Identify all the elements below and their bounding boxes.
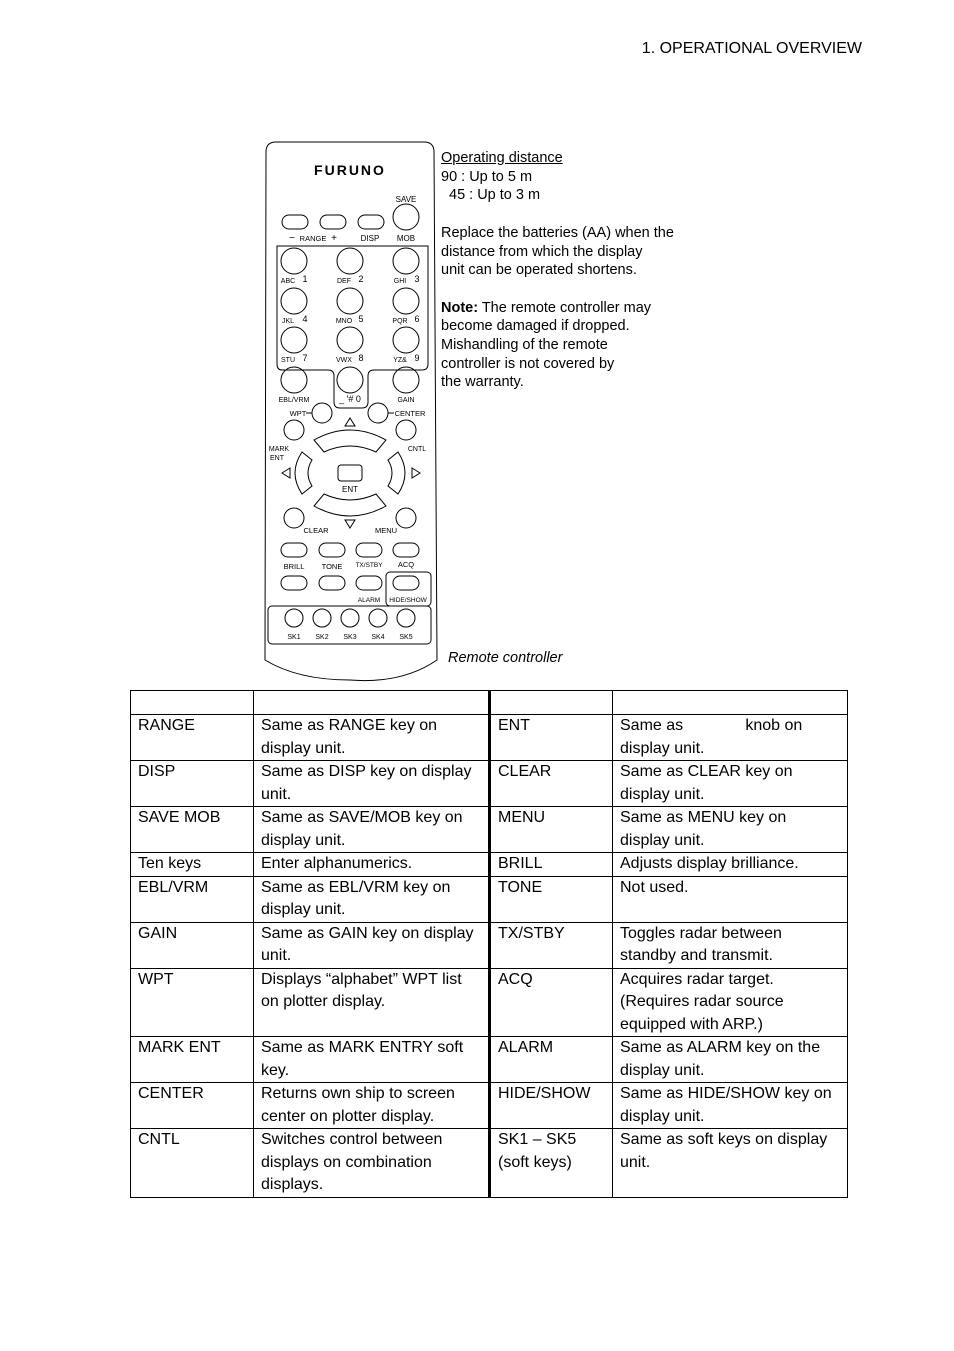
key-description-cell: Returns own ship to screen center on plotter display. [254, 1083, 490, 1129]
sk4-button [369, 609, 387, 627]
up-arrow-icon [345, 418, 355, 426]
remote-key-label: MENU [374, 526, 398, 535]
key-description-cell: Same as RANGE key on display unit. [254, 715, 490, 761]
right-arrow-icon [412, 468, 420, 478]
clear-button [284, 508, 304, 528]
key-description-cell: Same as EBL/VRM key on display unit. [254, 876, 490, 922]
cntl-button [396, 420, 416, 440]
save-mob-button [393, 204, 419, 230]
remote-key-label: _ '# 0 [339, 394, 361, 404]
table-row [131, 715, 848, 761]
alarm-button [356, 576, 382, 590]
distance-title: Operating distance [441, 150, 563, 166]
remote-key-label: CENTER [394, 409, 426, 418]
remote-key-label: SAVE [395, 195, 417, 204]
remote-key-label: 1 [302, 274, 308, 284]
remote-key-label: HIDE/SHOW [389, 597, 427, 604]
key-name-cell: BRILL [490, 853, 613, 877]
remote-key-label: ABC [280, 278, 296, 285]
key-4 [281, 288, 307, 314]
remote-key-label: TX/STBY [355, 562, 383, 569]
table-row [131, 853, 848, 877]
remote-key-label: STU [281, 357, 295, 364]
key-description-cell: Toggles radar between standby and transmit. [613, 922, 848, 968]
key-name-cell: SK1 – SK5 (soft keys) [490, 1129, 613, 1198]
range-plus-button [320, 215, 346, 229]
warning-note-line: become damaged if dropped. [441, 318, 630, 335]
key-description-cell: Same as MENU key on display unit. [613, 807, 848, 853]
remote-key-label: GHI [393, 278, 407, 285]
left-arrow-icon [282, 468, 290, 478]
key-description-cell: Not used. [613, 876, 848, 922]
remote-key-label: MNO [335, 318, 353, 325]
key-description-cell: Acquires radar target. (Requires radar source equipped with ARP.) [613, 968, 848, 1037]
ebl-vrm-button [281, 367, 307, 393]
key-description-cell: Displays “alphabet” WPT list on plotter display. [254, 968, 490, 1037]
key-9 [393, 327, 419, 353]
remote-key-label: GAIN [397, 397, 415, 404]
remote-key-label: 8 [358, 353, 364, 363]
remote-key-label: SK2 [315, 634, 329, 641]
battery-note-line: unit can be operated shortens. [441, 262, 637, 279]
key-description-cell: Same as GAIN key on display unit. [254, 922, 490, 968]
remote-key-label: CNTL [407, 446, 427, 453]
gain-button [393, 367, 419, 393]
remote-key-label: ACQ [397, 560, 415, 569]
txstby-button [356, 543, 382, 557]
key-name-cell: MENU [490, 807, 613, 853]
disp-button [358, 215, 384, 229]
key-8 [337, 327, 363, 353]
warning-note [441, 299, 711, 318]
cursor-right-key [388, 452, 405, 494]
table-row [131, 1083, 848, 1129]
remote-key-label: 9 [414, 353, 420, 363]
key-name-cell: CENTER [131, 1083, 254, 1129]
key-name-cell: DISP [131, 761, 254, 807]
key-name-cell: SAVE MOB [131, 807, 254, 853]
battery-note-line: distance from which the display [441, 243, 643, 260]
remote-key-label: 5 [358, 314, 364, 324]
key-0 [337, 367, 363, 393]
menu-button [396, 508, 416, 528]
remote-key-label: DEF [337, 278, 351, 285]
remote-key-label: EBL/VRM [278, 397, 310, 404]
table-row [131, 1129, 848, 1198]
remote-key-label: VWX [336, 357, 352, 364]
extra-button-1 [281, 576, 307, 590]
key-function-table [130, 690, 848, 1198]
brand-logo: FURUNO [314, 162, 386, 178]
key-6 [393, 288, 419, 314]
cursor-up-key [314, 430, 386, 452]
extra-button-2 [319, 576, 345, 590]
down-arrow-icon [345, 520, 355, 528]
remote-key-label: 6 [414, 314, 420, 324]
warning-note-line: the warranty. [441, 374, 524, 391]
key-description-cell: Switches control between displays on combination displays. [254, 1129, 490, 1198]
key-description-cell: Same as SAVE/MOB key on display unit. [254, 807, 490, 853]
key-name-cell: EBL/VRM [131, 876, 254, 922]
remote-notes [441, 149, 711, 392]
key-name-cell: ENT [490, 715, 613, 761]
key-description-cell: Same as DISP key on display unit. [254, 761, 490, 807]
remote-key-label: ALARM [357, 597, 381, 604]
figure-caption: Remote controller [448, 650, 563, 666]
key-name-cell: RANGE [131, 715, 254, 761]
remote-key-label: 7 [302, 353, 308, 363]
sk3-button [341, 609, 359, 627]
cursor-down-key [314, 494, 386, 516]
acq-button [393, 543, 419, 557]
key-description-cell: Same as HIDE/SHOW key on display unit. [613, 1083, 848, 1129]
wpt-button [312, 403, 332, 423]
note-text: The remote controller may [478, 299, 652, 316]
section-header: 1. OPERATIONAL OVERVIEW [641, 40, 862, 57]
remote-key-label: BRILL [283, 562, 305, 571]
key-3 [393, 248, 419, 274]
center-button [368, 403, 388, 423]
remote-key-label: SK4 [371, 634, 385, 641]
note-label: Note: [441, 299, 479, 316]
battery-note-line: Replace the batteries (AA) when the [441, 224, 674, 241]
warning-note-line: controller is not covered by [441, 355, 615, 372]
remote-key-label: MOB [396, 234, 416, 243]
remote-key-label: − [289, 233, 295, 244]
table-row [131, 876, 848, 922]
key-name-cell: Ten keys [131, 853, 254, 877]
remote-key-label: SK5 [399, 634, 413, 641]
ent-button [338, 465, 362, 481]
table-row [131, 761, 848, 807]
distance-45: 45 : Up to 3 m [449, 187, 541, 204]
table-row [131, 922, 848, 968]
remote-key-label: RANGE [299, 234, 327, 243]
key-name-cell: CNTL [131, 1129, 254, 1198]
key-name-cell: ALARM [490, 1037, 613, 1083]
sk5-button [397, 609, 415, 627]
cursor-left-key [295, 452, 312, 494]
remote-key-label: PQR [392, 318, 408, 325]
key-description-cell: Same as MARK ENTRY soft key. [254, 1037, 490, 1083]
remote-key-label: ENT [270, 455, 284, 462]
remote-key-label: TONE [321, 562, 343, 571]
table-row [131, 1037, 848, 1083]
warning-note-line: Mishandling of the remote [441, 337, 608, 353]
mark-ent-button [284, 420, 304, 440]
key-name-cell: TX/STBY [490, 922, 613, 968]
key-name-cell: GAIN [131, 922, 254, 968]
remote-key-label: WPT [289, 409, 307, 418]
remote-controller-illustration [262, 140, 442, 682]
key-description-cell: Same as knob on display unit. [613, 715, 848, 761]
remote-key-label: CLEAR [303, 526, 329, 535]
key-name-cell: MARK ENT [131, 1037, 254, 1083]
table-header-row [131, 691, 848, 715]
remote-key-label: 2 [358, 274, 364, 284]
key-name-cell: TONE [490, 876, 613, 922]
key-7 [281, 327, 307, 353]
tone-button [319, 543, 345, 557]
key-description-cell: Enter alphanumerics. [254, 853, 490, 877]
sk2-button [313, 609, 331, 627]
key-5 [337, 288, 363, 314]
key-description-cell: Same as CLEAR key on display unit. [613, 761, 848, 807]
key-description-cell: Adjusts display brilliance. [613, 853, 848, 877]
key-name-cell: HIDE/SHOW [490, 1083, 613, 1129]
remote-key-label: MARK [268, 446, 290, 453]
distance-90: 90 : Up to 5 m [441, 168, 533, 185]
range-minus-button [282, 215, 308, 229]
remote-key-label: ENT [342, 485, 358, 494]
key-name-cell: CLEAR [490, 761, 613, 807]
table-row [131, 968, 848, 1037]
remote-key-label: SK1 [287, 634, 301, 641]
remote-key-label: JKL [281, 318, 295, 325]
sk1-button [285, 609, 303, 627]
remote-key-label: SK3 [343, 634, 357, 641]
brill-button [281, 543, 307, 557]
key-name-cell: WPT [131, 968, 254, 1037]
key-1 [281, 248, 307, 274]
remote-key-label: 3 [414, 274, 420, 284]
remote-key-label: + [331, 233, 337, 244]
key-2 [337, 248, 363, 274]
remote-key-label: YZ& [393, 357, 407, 364]
key-description-cell: Same as ALARM key on the display unit. [613, 1037, 848, 1083]
table-row [131, 807, 848, 853]
remote-key-label: DISP [360, 234, 380, 243]
hide-show-button [393, 576, 419, 590]
key-description-cell: Same as soft keys on display unit. [613, 1129, 848, 1198]
key-name-cell: ACQ [490, 968, 613, 1037]
remote-key-label: 4 [302, 314, 308, 324]
